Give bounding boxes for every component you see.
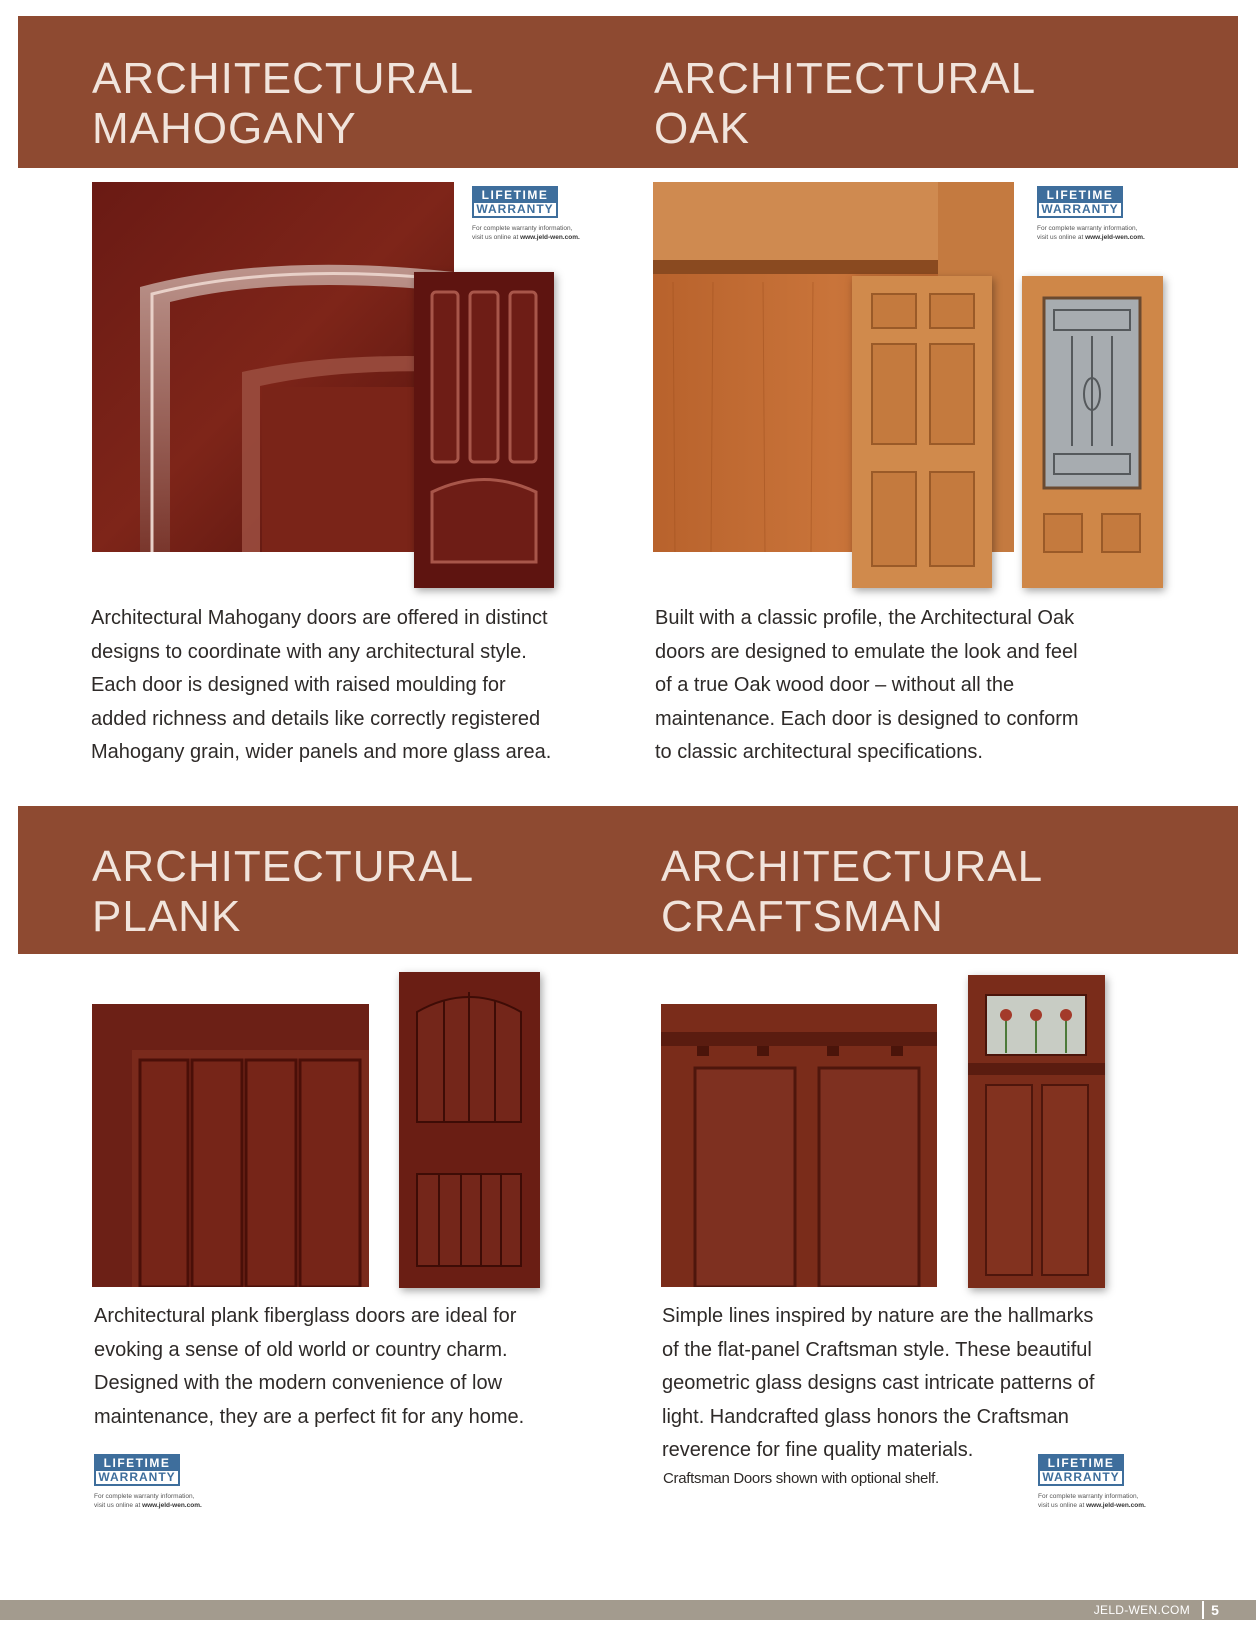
craftsman-description: Simple lines inspired by nature are the hallmarks of the flat-panel Craftsman style. These beautiful geometric glass designs cast intricate patterns of light. Handcrafted glass honors the Craftsman reverence for fine quality materials. [662,1305,1095,1461]
warranty-logo: LIFETIME WARRANTY [1038,1454,1124,1486]
warranty-logo: LIFETIME WARRANTY [472,186,558,218]
title-craftsman: ARCHITECTURAL CRAFTSMAN [661,842,1044,941]
lifetime-warranty-badge [1038,1454,1148,1510]
craftsman-shelf-caption: Craftsman Doors shown with optional shelf. [663,1470,939,1487]
warranty-logo: LIFETIME WARRANTY [1037,186,1123,218]
oak-glass-door-photo [1022,276,1163,588]
lifetime-warranty-badge [1037,186,1147,242]
mahogany-description: Architectural Mahogany doors are offered in distinct designs to coordinate with any architectural style. Each door is designed with raised moulding for added richness and details like correctly registered Mahogany grain, wider panels and more glass area. [91,607,552,763]
oak-description: Built with a classic profile, the Architectural Oak doors are designed to emulate the look and feel of a true Oak wood door – without all the maintenance. Each door is designed to conform to classic architectural specifications. [655,607,1079,763]
title-plank: ARCHITECTURAL PLANK [92,842,475,941]
warranty-url[interactable]: www.jeld-wen.com. [142,1502,202,1509]
oak-six-panel-door-photo [852,276,992,588]
plank-description: Architectural plank fiberglass doors are ideal for evoking a sense of old world or country charm. Designed with the modern convenience of low maintenance, they are a perfect fit for any home. [94,1305,525,1428]
warranty-note: For complete warranty information, visit us online at www.jeld-wen.com. [1037,225,1145,241]
title-mahogany: ARCHITECTURAL MAHOGANY [92,54,475,153]
page-number: 5 [1202,1601,1226,1619]
mahogany-door-photo [414,272,554,588]
warranty-url[interactable]: www.jeld-wen.com. [520,234,580,241]
lifetime-warranty-badge [472,186,582,242]
plank-closeup-photo [92,1004,369,1287]
warranty-logo: LIFETIME WARRANTY [94,1454,180,1486]
craftsman-closeup-photo [661,1004,937,1287]
lifetime-warranty-badge [94,1454,204,1510]
warranty-url[interactable]: www.jeld-wen.com. [1085,234,1145,241]
title-oak: ARCHITECTURAL OAK [654,54,1037,153]
warranty-url[interactable]: www.jeld-wen.com. [1086,1502,1146,1509]
mahogany-closeup-photo [92,182,454,552]
warranty-note: For complete warranty information, visit us online at www.jeld-wen.com. [472,225,580,241]
warranty-note: For complete warranty information, visit us online at www.jeld-wen.com. [1038,1493,1146,1509]
footer-website-link[interactable]: JELD-WEN.COM [1093,1603,1190,1617]
warranty-note: For complete warranty information, visit us online at www.jeld-wen.com. [94,1493,202,1509]
footer-bar [0,1600,1256,1620]
craftsman-door-photo [968,975,1105,1288]
plank-door-photo [399,972,540,1288]
